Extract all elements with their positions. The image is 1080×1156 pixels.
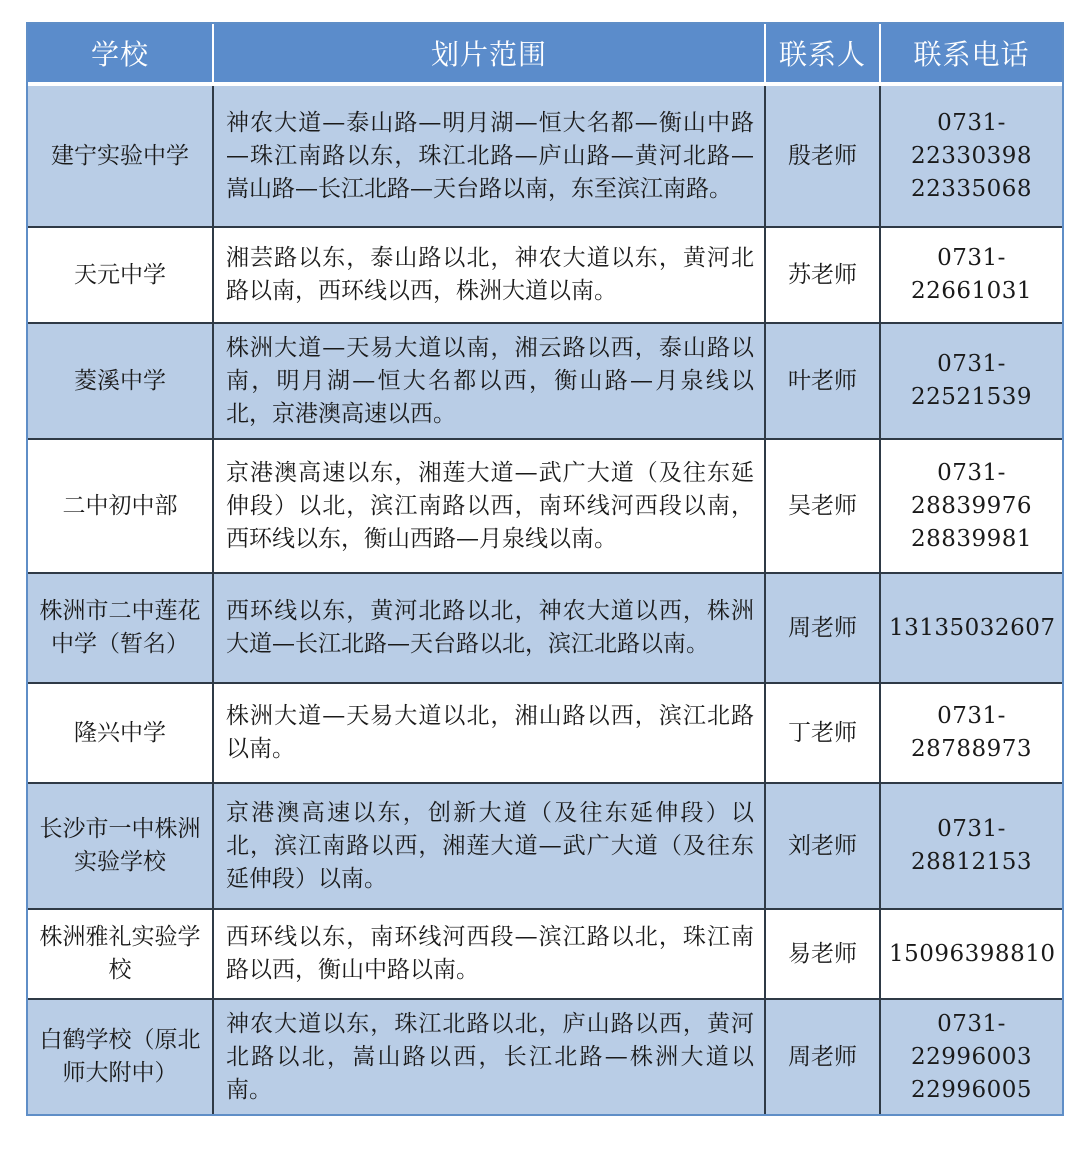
zoning-range: 株洲大道—天易大道以北，湘山路以西，滨江北路以南。 [214,684,766,784]
phone-line: 28839976 [910,492,1033,519]
contact-person: 殷老师 [766,86,881,228]
table-row [28,910,1062,1000]
table-row [28,1000,1062,1114]
contact-phone [881,574,1062,684]
phone-line: 13135032607 [889,614,1056,641]
table-row [28,324,1062,440]
phone-line: 22996003 [910,1043,1033,1070]
zoning-range: 西环线以东，南环线河西段—滨江路以北，珠江南路以西，衡山中路以南。 [214,910,766,1000]
contact-phone [881,440,1062,574]
table-row [28,228,1062,324]
contact-person: 苏老师 [766,228,881,324]
contact-person: 叶老师 [766,324,881,440]
phone-line: 15096398810 [889,940,1056,967]
table-row [28,574,1062,684]
header-phone: 联系电话 [881,24,1062,86]
school-name: 株洲市二中莲花中学（暂名） [28,574,214,684]
contact-person: 易老师 [766,910,881,1000]
zoning-range: 湘芸路以东，泰山路以北，神农大道以东，黄河北路以南，西环线以西，株洲大道以南。 [214,228,766,324]
phone-line: 0731- [937,816,1006,842]
contact-person: 周老师 [766,1000,881,1114]
phone-line: 28839981 [910,525,1033,552]
table-row [28,784,1062,910]
contact-phone [881,228,1062,324]
contact-phone [881,910,1062,1000]
contact-phone [881,324,1062,440]
contact-person: 刘老师 [766,784,881,910]
school-name: 二中初中部 [28,440,214,574]
table-row [28,440,1062,574]
phone-line: 28788973 [910,736,1033,762]
contact-phone [881,1000,1062,1114]
header-contact: 联系人 [766,24,881,86]
school-name: 株洲雅礼实验学校 [28,910,214,1000]
header-school: 学校 [28,24,214,86]
phone-line: 0731- [937,245,1006,271]
phone-line: 28812153 [910,849,1033,875]
phone-line: 0731- [937,703,1006,729]
zoning-range: 神农大道以东，珠江北路以北，庐山路以西，黄河北路以北，嵩山路以西，长江北路—株洲大道以南。 [214,1000,766,1114]
table-header-row [28,24,1062,86]
school-zoning-table [26,22,1064,1116]
phone-line: 22996005 [910,1076,1033,1103]
school-name: 隆兴中学 [28,684,214,784]
contact-phone [881,86,1062,228]
header-range: 划片范围 [214,24,766,86]
school-name: 菱溪中学 [28,324,214,440]
zoning-table-container [26,22,1060,1116]
phone-line: 22330398 [910,142,1033,169]
school-name: 天元中学 [28,228,214,324]
school-name: 白鹤学校（原北师大附中） [28,1000,214,1114]
contact-person: 周老师 [766,574,881,684]
contact-phone [881,784,1062,910]
table-row [28,86,1062,228]
phone-line: 0731- [937,459,1006,486]
phone-line: 22335068 [910,175,1033,202]
phone-line: 22661031 [910,278,1033,304]
zoning-range: 神农大道—泰山路—明月湖—恒大名都—衡山中路—珠江南路以东，珠江北路—庐山路—黄河北路—嵩山路—长江北路—天台路以南，东至滨江南路。 [214,86,766,228]
zoning-range: 株洲大道—天易大道以南，湘云路以西，泰山路以南，明月湖—恒大名都以西，衡山路—月泉线以北，京港澳高速以西。 [214,324,766,440]
zoning-range: 京港澳高速以东，创新大道（及往东延伸段）以北，滨江南路以西，湘莲大道—武广大道（及往东延伸段）以南。 [214,784,766,910]
table-row [28,684,1062,784]
zoning-range: 西环线以东，黄河北路以北，神农大道以西，株洲大道—长江北路—天台路以北，滨江北路以南。 [214,574,766,684]
contact-phone [881,684,1062,784]
phone-line: 0731- [937,109,1006,136]
zoning-range: 京港澳高速以东，湘莲大道—武广大道（及往东延伸段）以北，滨江南路以西，南环线河西段以南，西环线以东，衡山西路—月泉线以南。 [214,440,766,574]
school-name: 长沙市一中株洲实验学校 [28,784,214,910]
contact-person: 吴老师 [766,440,881,574]
school-name: 建宁实验中学 [28,86,214,228]
phone-line: 0731- [937,1010,1006,1037]
phone-line: 0731- [937,351,1006,377]
contact-person: 丁老师 [766,684,881,784]
phone-line: 22521539 [910,384,1033,410]
